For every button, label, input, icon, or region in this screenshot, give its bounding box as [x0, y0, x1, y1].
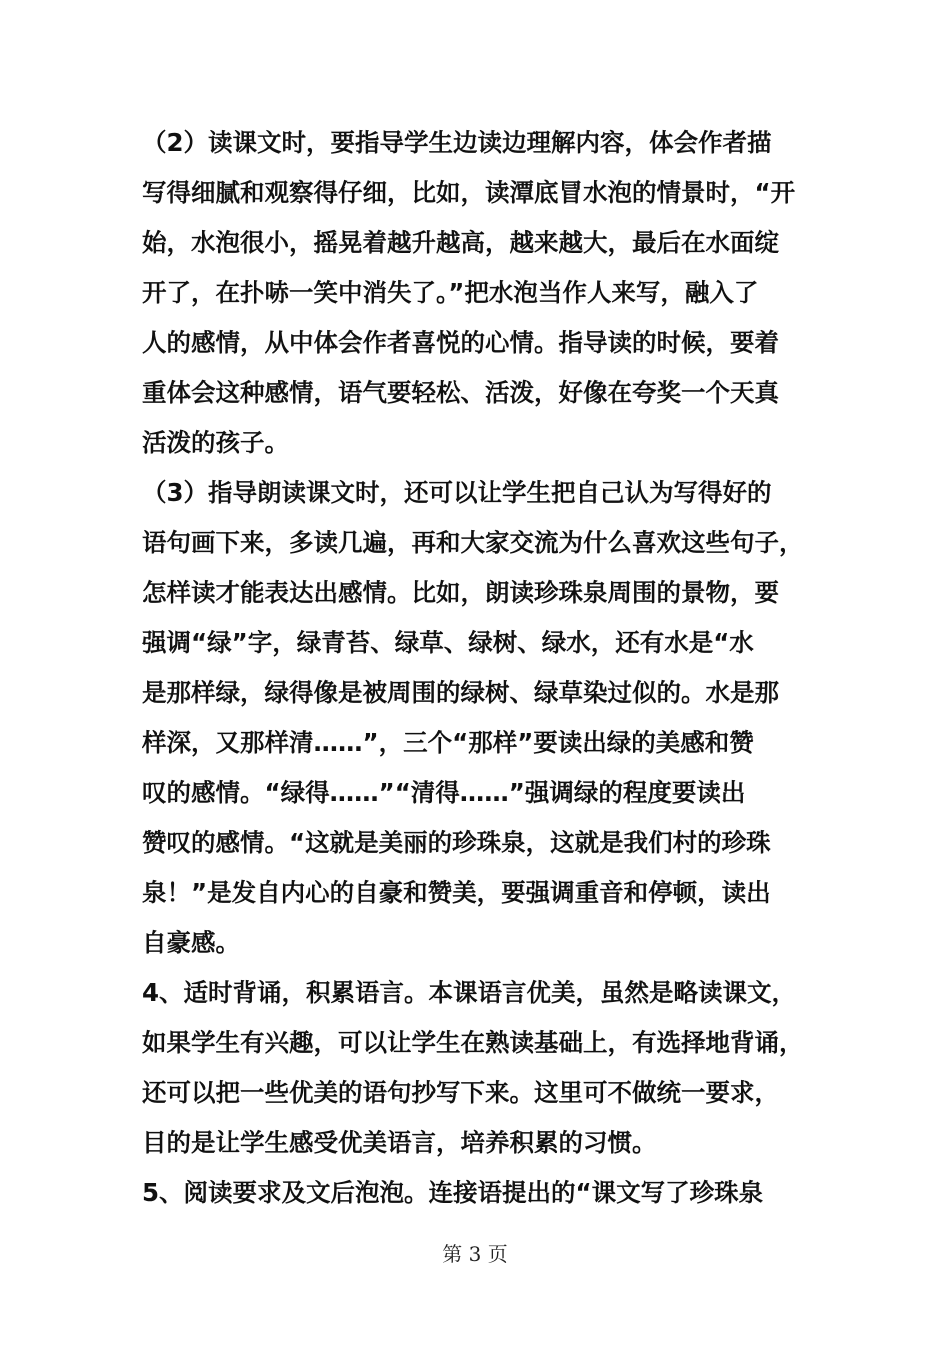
- text-line-1: （2）读课文时，要指导学生边读边理解内容，体会作者描: [142, 128, 772, 157]
- text-line-5: 人的感情，从中体会作者喜悦的心情。指导读的时候，要着: [142, 328, 779, 357]
- text-line-10: 怎样读才能表达出感情。比如，朗读珍珠泉周围的景物，要: [142, 578, 779, 607]
- text-line-7: 活泼的孩子。: [142, 428, 289, 457]
- text-line-3: 始，水泡很小，摇晃着越升越高，越来越大，最后在水面绽: [142, 228, 779, 257]
- text-line-13: 样深，又那样清……”，三个“那样”要读出绿的美感和赞: [142, 728, 754, 757]
- text-line-17: 自豪感。: [142, 928, 240, 957]
- text-line-22: 5、阅读要求及文后泡泡。连接语提出的“课文写了珍珠泉: [142, 1178, 764, 1207]
- text-line-2: 写得细腻和观察得仔细，比如，读潭底冒水泡的情景时，“开: [142, 178, 796, 207]
- text-line-12: 是那样绿，绿得像是被周围的绿树、绿草染过似的。水是那: [142, 678, 779, 707]
- text-line-20: 还可以把一些优美的语句抄写下来。这里可不做统一要求，: [142, 1078, 779, 1107]
- text-line-6: 重体会这种感情，语气要轻松、活泼，好像在夸奖一个天真: [142, 378, 779, 407]
- text-line-11: 强调“绿”字，绿青苔、绿草、绿树、绿水，还有水是“水: [142, 628, 754, 657]
- text-line-18: 4、适时背诵，积累语言。本课语言优美，虽然是略读课文，: [142, 978, 797, 1007]
- text-line-21: 目的是让学生感受优美语言，培养积累的习惯。: [142, 1128, 657, 1157]
- document-body: [142, 118, 808, 1218]
- text-line-14: 叹的感情。“绿得……”“清得……”强调绿的程度要读出: [142, 778, 746, 807]
- text-line-4: 开了，在扑哧一笑中消失了。”把水泡当作人来写，融入了: [142, 278, 759, 307]
- page-number: 第 3 页: [442, 1242, 508, 1266]
- text-line-15: 赞叹的感情。“这就是美丽的珍珠泉，这就是我们村的珍珠: [142, 828, 771, 857]
- text-line-16: 泉！”是发自内心的自豪和赞美，要强调重音和停顿，读出: [142, 878, 771, 907]
- text-line-9: 语句画下来，多读几遍，再和大家交流为什么喜欢这些句子，: [142, 528, 804, 557]
- text-line-19: 如果学生有兴趣，可以让学生在熟读基础上，有选择地背诵，: [142, 1028, 804, 1057]
- text-line-8: （3）指导朗读课文时，还可以让学生把自己认为写得好的: [142, 478, 772, 507]
